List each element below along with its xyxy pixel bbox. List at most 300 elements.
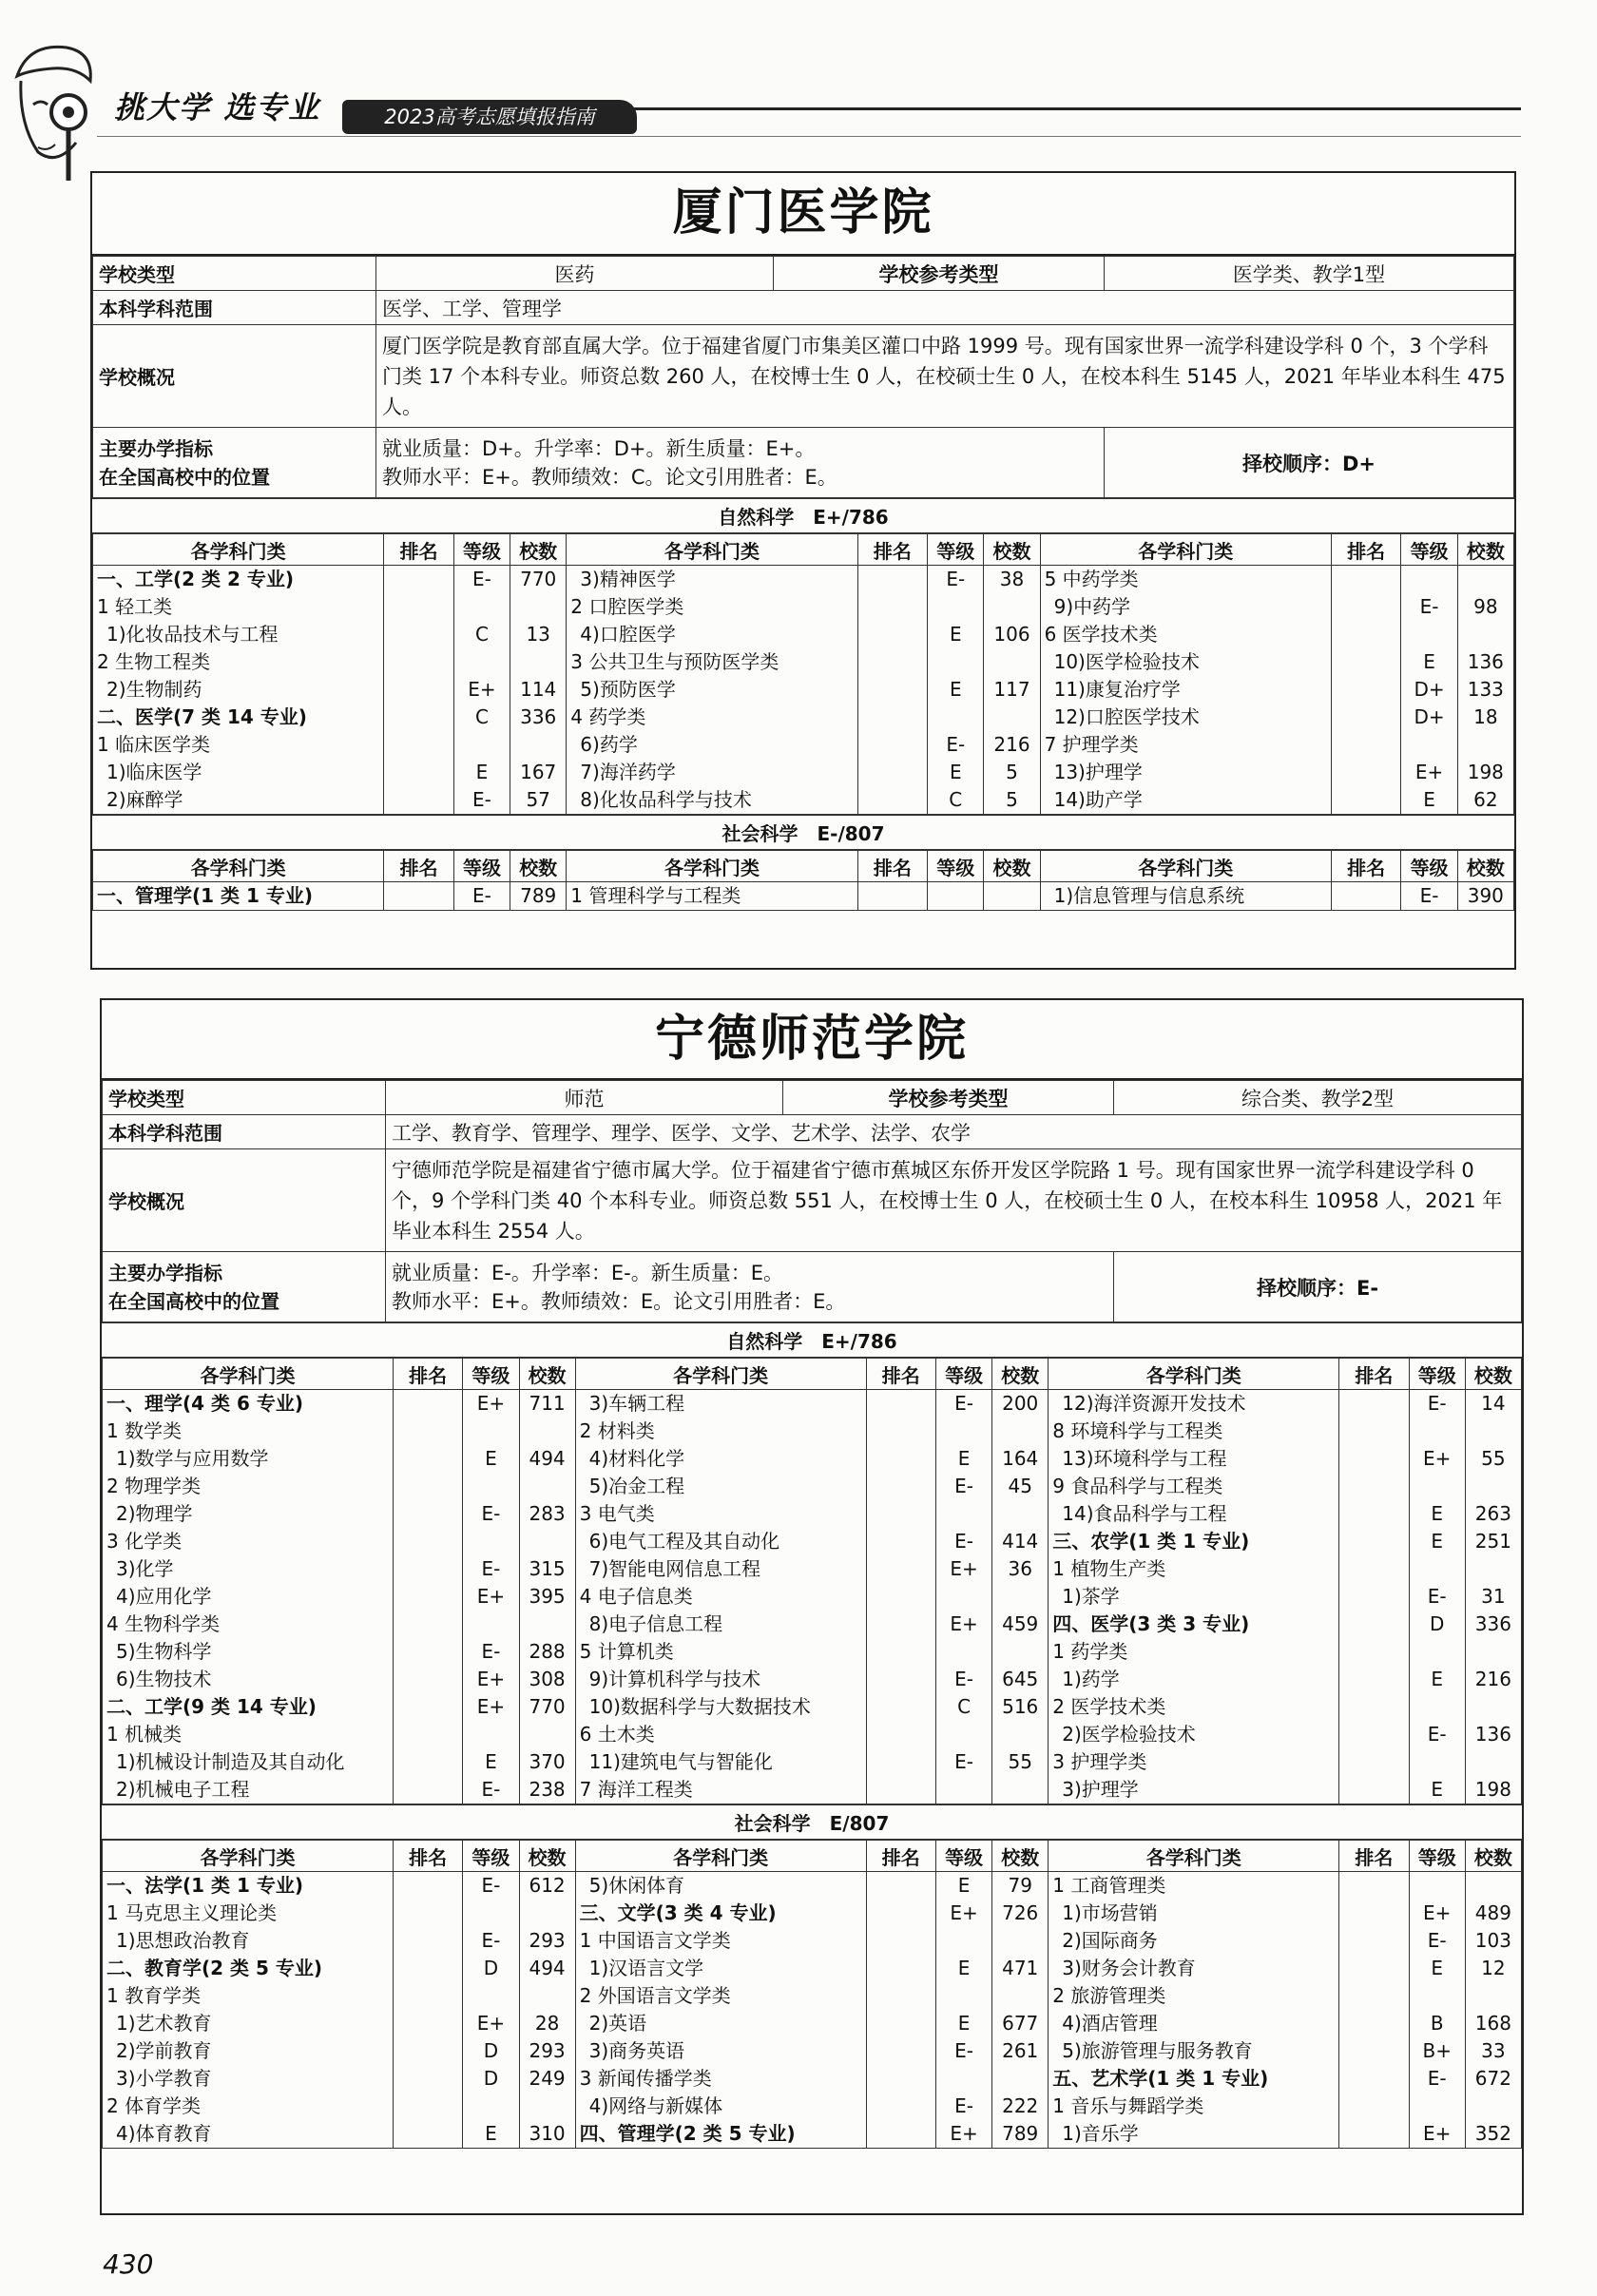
header-cat: 各学科门类	[1040, 851, 1331, 882]
count-cell	[520, 1528, 575, 1555]
category-name: 4 电子信息类	[579, 1585, 693, 1608]
rank-cell	[1339, 1666, 1408, 1693]
count-cell	[1458, 566, 1513, 593]
rank-cell	[384, 593, 453, 621]
grade-cell: E-	[1419, 595, 1439, 618]
grade-cell: E	[485, 1750, 497, 1773]
rank-cell	[394, 1583, 462, 1611]
category-column	[103, 1872, 394, 2149]
category-name: 2)生物制药	[106, 678, 202, 701]
count-cell: 390	[1467, 884, 1504, 907]
grade-cell: E	[957, 1874, 971, 1897]
rank-cell	[1339, 1500, 1408, 1528]
rank-cell	[394, 1445, 462, 1473]
rank-cell	[867, 1638, 935, 1666]
table-body-row	[93, 882, 1514, 911]
header-cat: 各学科门类	[93, 534, 384, 566]
category-name: 三、文学(3 类 4 专业)	[579, 1901, 777, 1924]
header-count: 校数	[519, 1359, 575, 1390]
ref-type-value: 医学类、教学1型	[1105, 257, 1514, 291]
rank-cell	[858, 593, 928, 621]
grade-cell: E	[1431, 1530, 1444, 1553]
category-name: 2)国际商务	[1062, 1929, 1158, 1952]
count-cell: 672	[1474, 2067, 1511, 2090]
category-column	[567, 882, 857, 911]
grade-cell	[454, 593, 510, 621]
rank-cell	[1339, 1955, 1408, 1982]
school-type-label: 学校类型	[93, 257, 376, 291]
rank-cell	[867, 1611, 935, 1638]
category-name: 6 土木类	[579, 1723, 655, 1746]
category-name: 1)机械设计制造及其自动化	[116, 1750, 345, 1773]
grade-cell: D	[483, 2067, 499, 2090]
grade-cell: E-	[1427, 1585, 1447, 1608]
count-cell: 106	[993, 623, 1030, 646]
header-count: 校数	[1465, 1359, 1521, 1390]
category-name: 二、医学(7 类 14 专业)	[97, 705, 307, 728]
grade-cell: C	[474, 705, 489, 728]
count-cell	[1466, 1872, 1521, 1900]
header-cat: 各学科门类	[567, 851, 857, 882]
rank-cell	[867, 1583, 935, 1611]
category-name: 1 轻工类	[97, 595, 173, 618]
rank-cell	[867, 2120, 935, 2148]
rank-cell	[1339, 2065, 1408, 2093]
header-cat: 各学科门类	[1049, 1359, 1339, 1390]
grade-cell: E-	[1419, 884, 1439, 907]
school-name: 厦门医学院	[92, 173, 1514, 256]
category-column	[93, 566, 384, 815]
rank-column	[857, 882, 928, 911]
rank-cell	[858, 704, 928, 731]
table-body-row	[103, 1390, 1522, 1804]
page-number: 430	[103, 2248, 154, 2280]
grade-column	[928, 882, 984, 911]
grade-cell	[1410, 1693, 1465, 1721]
grade-cell: E	[949, 678, 962, 701]
grade-cell: E-	[946, 733, 966, 756]
category-name: 6)药学	[580, 733, 638, 756]
header-rule-thin	[97, 136, 1521, 137]
category-name: 4)体育教育	[116, 2122, 212, 2145]
rank-cell	[858, 648, 928, 676]
category-column	[1049, 1390, 1339, 1804]
rank-cell	[394, 1955, 462, 1982]
category-name: 5 中药学类	[1044, 568, 1139, 590]
category-name: 2)物理学	[116, 1502, 193, 1525]
grade-column	[463, 1390, 519, 1804]
count-cell: 789	[1002, 2122, 1039, 2145]
category-name: 3 电气类	[579, 1502, 655, 1525]
count-cell	[992, 1638, 1048, 1666]
rank-column	[866, 1390, 935, 1804]
count-cell: 198	[1467, 761, 1504, 783]
count-cell: 198	[1474, 1778, 1511, 1801]
rank-cell	[384, 704, 453, 731]
category-name: 12)口腔医学技术	[1053, 705, 1200, 728]
header-grade: 等级	[1409, 1359, 1465, 1390]
category-column	[103, 1390, 394, 1804]
rank-cell	[394, 1721, 462, 1748]
category-name: 8 环境科学与工程类	[1052, 1419, 1223, 1442]
grade-cell: E+	[950, 1901, 978, 1924]
rank-cell	[384, 882, 453, 910]
count-cell	[1458, 621, 1513, 648]
category-name: 1)数学与应用数学	[116, 1447, 269, 1470]
rank-cell	[394, 1748, 462, 1776]
category-name: 1)思想政治教育	[116, 1929, 250, 1952]
category-name: 7 护理学类	[1044, 733, 1139, 756]
rank-cell	[858, 621, 928, 648]
grade-column	[1401, 882, 1457, 911]
category-name: 1 工商管理类	[1052, 1874, 1166, 1897]
rank-cell	[1339, 1721, 1408, 1748]
category-name: 3)护理学	[1062, 1778, 1139, 1801]
rank-column	[857, 566, 928, 815]
category-name: 2)医学检验技术	[1062, 1723, 1196, 1746]
count-cell	[510, 648, 566, 676]
category-name: 9 食品科学与工程类	[1052, 1475, 1223, 1497]
header-cat: 各学科门类	[567, 534, 857, 566]
rank-cell	[1332, 759, 1401, 786]
grade-cell	[936, 1638, 991, 1666]
rank-cell	[867, 1473, 935, 1500]
grade-cell	[454, 648, 510, 676]
count-cell: 726	[1002, 1901, 1039, 1924]
grade-cell	[936, 1500, 991, 1528]
book-title: 挑大学 选专业	[114, 89, 321, 125]
grade-cell: E	[1431, 1668, 1444, 1690]
rank-cell	[394, 1611, 462, 1638]
grade-cell: E	[1431, 1778, 1444, 1801]
grade-cell	[1410, 1473, 1465, 1500]
rank-cell	[394, 2093, 462, 2120]
grade-cell: B+	[1422, 2039, 1452, 2062]
count-cell	[520, 1982, 575, 2010]
count-cell: 261	[1002, 2039, 1039, 2062]
count-cell: 103	[1474, 1929, 1511, 1952]
rank-cell	[1339, 1872, 1408, 1900]
header-count: 校数	[519, 1841, 575, 1872]
overview-label: 学校概况	[103, 1149, 386, 1252]
rank-column	[1339, 1872, 1409, 2149]
grade-column	[1409, 1390, 1465, 1804]
indicators-label-line1: 主要办学指标	[99, 436, 213, 460]
count-cell: 200	[1002, 1392, 1039, 1415]
natural-science-title: 自然科学 E+/786	[102, 1322, 1522, 1358]
indicators-label	[103, 1252, 386, 1322]
category-name: 3)精神医学	[580, 568, 676, 590]
social-science-title: 社会科学 E/807	[102, 1804, 1522, 1840]
rank-column	[384, 566, 454, 815]
rank-cell	[1339, 2120, 1408, 2148]
count-column	[1457, 566, 1513, 815]
rank-cell	[1332, 648, 1401, 676]
count-cell: 310	[529, 2122, 566, 2145]
school-type-value: 师范	[386, 1081, 783, 1115]
grade-cell	[463, 1721, 518, 1748]
count-cell	[992, 1982, 1048, 2010]
category-column	[575, 1872, 866, 2149]
grade-cell: E	[1431, 1957, 1444, 1979]
category-name: 2 生物工程类	[97, 650, 211, 673]
count-cell: 645	[1002, 1668, 1039, 1690]
rank-cell	[1339, 2093, 1408, 2120]
rank-cell	[394, 1776, 462, 1804]
count-column	[1457, 882, 1513, 911]
rank-cell	[1339, 1445, 1408, 1473]
grade-cell: E	[475, 761, 489, 783]
grade-cell: E-	[1427, 1392, 1447, 1415]
category-name: 3)商务英语	[588, 2039, 685, 2062]
category-name: 4)口腔医学	[580, 623, 676, 646]
count-column	[510, 566, 567, 815]
ref-type-value: 综合类、教学2型	[1114, 1081, 1522, 1115]
rank-cell	[1339, 1748, 1408, 1776]
count-cell: 370	[529, 1750, 566, 1773]
header-rank: 排名	[866, 1359, 935, 1390]
header-cat: 各学科门类	[103, 1359, 394, 1390]
category-name: 三、农学(1 类 1 专业)	[1052, 1530, 1250, 1553]
count-cell: 133	[1467, 678, 1504, 701]
count-cell: 315	[529, 1557, 566, 1580]
rank-cell	[867, 1776, 935, 1804]
grade-cell: E	[1431, 1502, 1444, 1525]
count-cell	[520, 1721, 575, 1748]
count-column	[519, 1390, 575, 1804]
count-cell: 55	[1008, 1750, 1032, 1773]
category-name: 二、工学(9 类 14 专业)	[106, 1695, 317, 1718]
header-count: 校数	[510, 534, 567, 566]
count-cell: 770	[520, 568, 557, 590]
indicators-line1: 就业质量：D+。升学率：D+。新生质量：E+。	[382, 436, 816, 460]
rank-cell	[1339, 1693, 1408, 1721]
category-name: 2 外国语言文学类	[579, 1984, 731, 2007]
category-name: 6)电气工程及其自动化	[588, 1530, 780, 1553]
natural-science-table	[102, 1358, 1522, 1804]
rank-cell	[394, 1418, 462, 1445]
rank-cell	[394, 1927, 462, 1955]
count-cell	[1466, 1555, 1521, 1583]
count-cell: 263	[1474, 1502, 1511, 1525]
category-name: 二、教育学(2 类 5 专业)	[106, 1957, 323, 1979]
rank-cell	[1332, 593, 1401, 621]
header-cat: 各学科门类	[1049, 1841, 1339, 1872]
rank-cell	[384, 648, 453, 676]
rank-cell	[867, 1693, 935, 1721]
rank-cell	[1332, 621, 1401, 648]
category-name: 12)海洋资源开发技术	[1062, 1392, 1246, 1415]
header-grade: 等级	[928, 851, 984, 882]
count-cell	[520, 1611, 575, 1638]
social-science-title: 社会科学 E-/807	[92, 815, 1514, 850]
school-name: 宁德师范学院	[102, 1000, 1522, 1080]
count-cell: 352	[1474, 2122, 1511, 2145]
category-name: 13)环境科学与工程	[1062, 1447, 1227, 1470]
count-cell: 459	[1002, 1612, 1039, 1635]
grade-cell: D	[483, 2039, 499, 2062]
grade-cell: E-	[481, 1502, 501, 1525]
rank-cell	[394, 1638, 462, 1666]
rank-column	[393, 1390, 462, 1804]
count-cell: 494	[529, 1957, 566, 1979]
count-cell: 293	[529, 2039, 566, 2062]
count-cell	[992, 1927, 1048, 1955]
rank-cell	[394, 2065, 462, 2093]
social-science-table	[102, 1840, 1522, 2149]
grade-cell: E-	[954, 2039, 973, 2062]
rank-cell	[858, 566, 928, 593]
count-cell: 222	[1002, 2094, 1039, 2117]
rank-column	[1331, 566, 1401, 815]
grade-cell: E	[1423, 650, 1435, 673]
category-name: 2 口腔医学类	[570, 595, 684, 618]
grade-cell	[1410, 2093, 1465, 2120]
count-column	[992, 1390, 1049, 1804]
category-name: 5 计算机类	[579, 1640, 674, 1663]
rank-cell	[1339, 1473, 1408, 1500]
school-type-value: 医药	[376, 257, 774, 291]
grade-cell: C	[949, 788, 963, 811]
category-name: 4 药学类	[570, 705, 646, 728]
rank-cell	[867, 1955, 935, 1982]
rank-cell	[394, 1528, 462, 1555]
header-grade: 等级	[453, 534, 510, 566]
grade-cell: E+	[1423, 1901, 1452, 1924]
ref-type-label: 学校参考类型	[783, 1081, 1114, 1115]
indicators-line2: 教师水平：E+。教师绩效：C。论文引用胜者：E。	[382, 465, 837, 489]
category-name: 14)食品科学与工程	[1062, 1502, 1227, 1525]
rank-cell	[867, 1748, 935, 1776]
rank-cell	[394, 1500, 462, 1528]
count-cell: 45	[1008, 1475, 1032, 1497]
count-cell: 13	[526, 623, 550, 646]
table-body-row	[103, 1872, 1522, 2149]
category-name: 5)生物科学	[116, 1640, 212, 1663]
count-cell: 414	[1002, 1530, 1039, 1553]
grade-cell: E-	[1427, 2067, 1447, 2090]
rank-cell	[384, 786, 453, 814]
category-name: 一、管理学(1 类 1 专业)	[97, 884, 314, 907]
count-column	[992, 1872, 1049, 2149]
category-name: 1)市场营销	[1062, 1901, 1158, 1924]
count-column	[984, 882, 1040, 911]
category-name: 5)休闲体育	[588, 1874, 685, 1897]
grade-cell	[463, 1611, 518, 1638]
grade-cell	[928, 704, 983, 731]
grade-cell: D+	[1414, 678, 1445, 701]
category-column	[567, 566, 857, 815]
count-cell: 336	[1474, 1612, 1511, 1635]
category-name: 2 材料类	[579, 1419, 655, 1442]
count-cell	[984, 593, 1039, 621]
grade-cell: E	[949, 623, 962, 646]
indicators-line2: 教师水平：E+。教师绩效：E。论文引用胜者：E。	[392, 1289, 846, 1313]
count-cell	[1466, 1982, 1521, 2010]
grade-cell: C	[474, 623, 489, 646]
category-name: 1)信息管理与信息系统	[1053, 884, 1245, 907]
grade-column	[453, 566, 510, 815]
count-cell: 238	[529, 1778, 566, 1801]
rank-cell	[394, 1900, 462, 1927]
grade-column	[463, 1872, 519, 2149]
rank-column	[384, 882, 454, 911]
category-name: 1 植物生产类	[1052, 1557, 1166, 1580]
header-rank: 排名	[1331, 851, 1401, 882]
grade-cell: D	[1430, 1612, 1445, 1635]
category-name: 2 物理学类	[106, 1475, 202, 1497]
rank-cell	[384, 621, 453, 648]
count-cell	[520, 1418, 575, 1445]
rank-cell	[1339, 1776, 1408, 1804]
overview-text: 宁德师范学院是福建省宁德市属大学。位于福建省宁德市蕉城区东侨开发区学院路 1 号。现有国家世界一流学科建设学科 0 个，9 个学科门类 40 个本科专业。师资总数 551 人，在校博士生 0 人，在校硕士生 0 人，在校本科生 10958 人，2021 年毕业本科生 2554 人。	[386, 1149, 1522, 1252]
count-cell	[1466, 1473, 1521, 1500]
count-cell	[1466, 1638, 1521, 1666]
grade-cell: E-	[481, 1640, 501, 1663]
header-rank: 排名	[857, 851, 928, 882]
header-count: 校数	[1457, 534, 1513, 566]
category-name: 一、工学(2 类 2 专业)	[97, 568, 295, 590]
header-rank: 排名	[384, 534, 454, 566]
rank-column	[393, 1872, 462, 2149]
indicators-value	[386, 1252, 1114, 1322]
rank-cell	[394, 1473, 462, 1500]
grade-cell: E-	[954, 1750, 973, 1773]
select-order: 择校顺序：E-	[1114, 1252, 1522, 1322]
header-rank: 排名	[857, 534, 928, 566]
grade-column	[1401, 566, 1457, 815]
grade-cell	[928, 882, 983, 910]
header-cat: 各学科门类	[1040, 534, 1331, 566]
count-cell	[992, 2065, 1048, 2093]
rank-cell	[1332, 786, 1401, 814]
indicators-label-line1: 主要办学指标	[108, 1261, 222, 1284]
rank-cell	[867, 2065, 935, 2093]
grade-cell	[1410, 1555, 1465, 1583]
natural-science-table	[92, 533, 1514, 815]
category-name: 1)音乐学	[1062, 2122, 1139, 2145]
grade-cell: E-	[954, 1668, 973, 1690]
grade-cell: E+	[1423, 2122, 1452, 2145]
count-cell: 677	[1002, 2012, 1039, 2035]
header-cat: 各学科门类	[575, 1359, 866, 1390]
grade-cell: E-	[481, 1557, 501, 1580]
grade-cell	[1410, 1872, 1465, 1900]
grade-cell: E-	[472, 884, 491, 907]
table-body-row	[93, 566, 1514, 815]
indicators-label-line2: 在全国高校中的位置	[99, 465, 270, 489]
count-cell: 38	[999, 568, 1025, 590]
rank-cell	[867, 2037, 935, 2065]
rank-cell	[858, 786, 928, 814]
grade-cell	[1410, 1418, 1465, 1445]
grade-cell: E+	[1414, 761, 1444, 783]
category-name: 8)电子信息工程	[588, 1612, 723, 1635]
grade-cell: E-	[954, 1392, 973, 1415]
rank-cell	[394, 1693, 462, 1721]
scope-value: 工学、教育学、管理学、理学、医学、文学、艺术学、法学、农学	[386, 1115, 1522, 1149]
rank-cell	[1332, 566, 1401, 593]
table-header-row	[93, 851, 1514, 882]
category-name: 1)艺术教育	[116, 2012, 212, 2035]
rank-cell	[1332, 882, 1401, 910]
count-column	[519, 1872, 575, 2149]
rank-cell	[858, 882, 928, 910]
rank-cell	[394, 2010, 462, 2037]
count-cell: 711	[529, 1392, 566, 1415]
grade-cell: E-	[946, 568, 966, 590]
rank-cell	[867, 1666, 935, 1693]
